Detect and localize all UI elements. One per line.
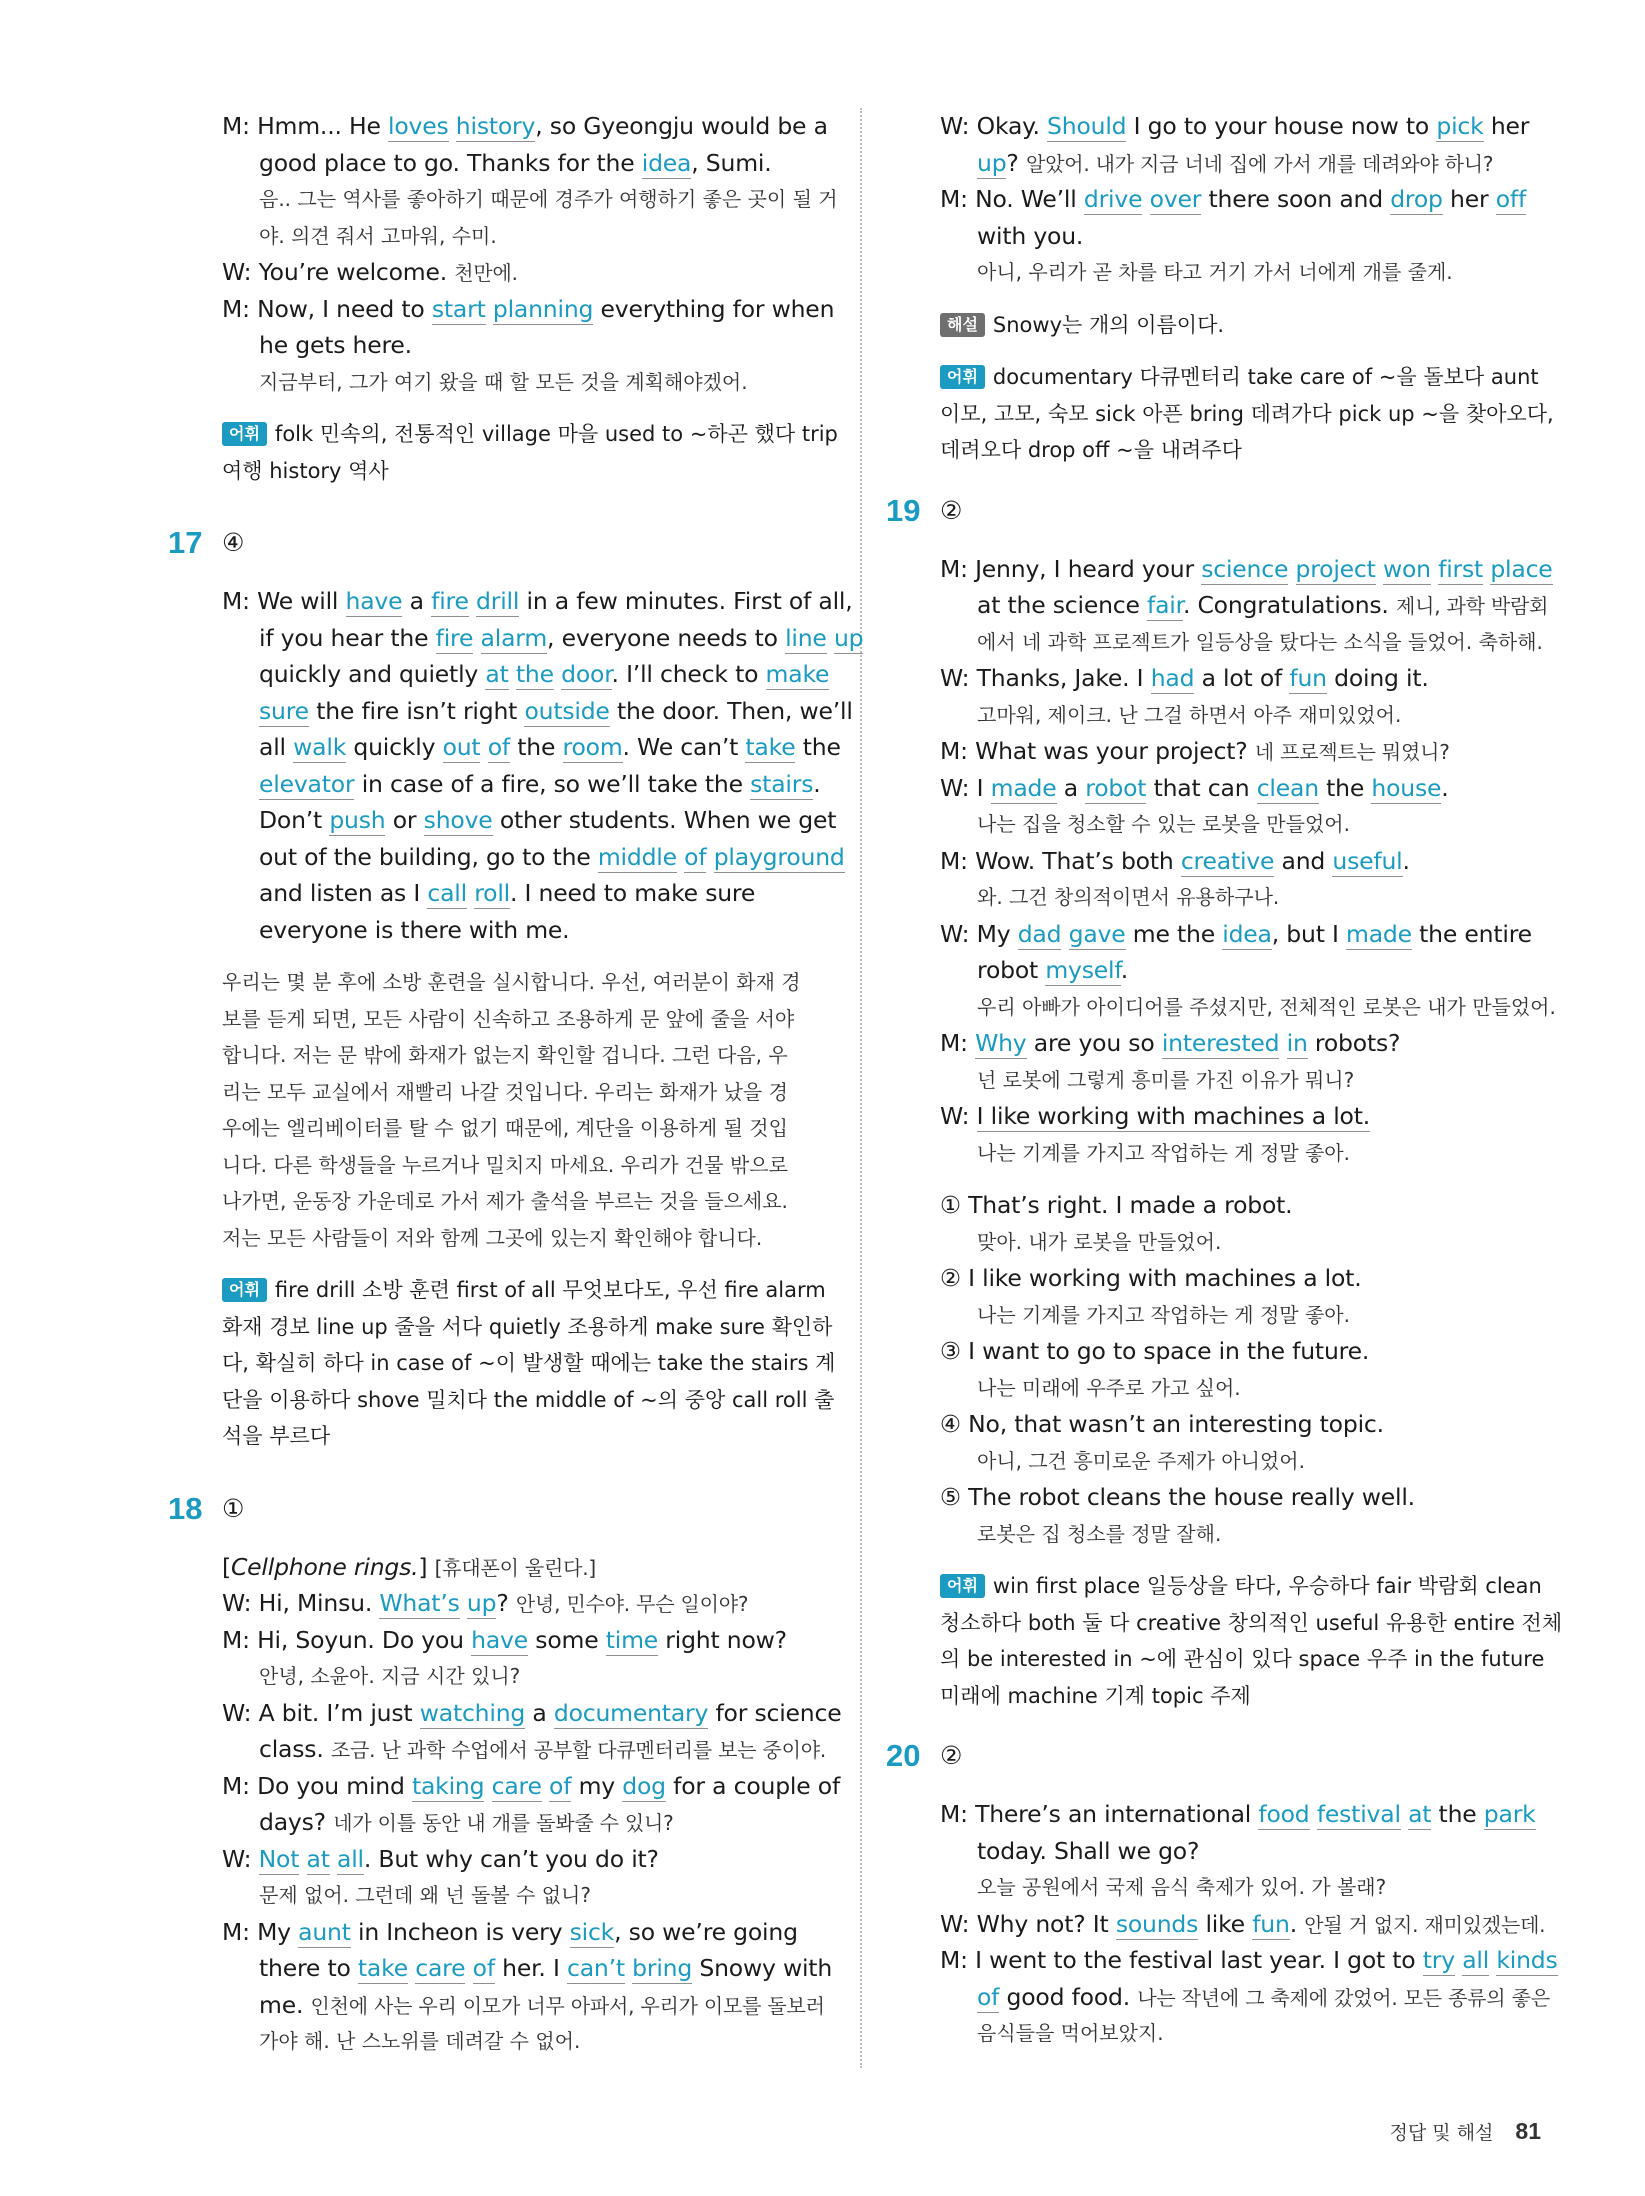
dialogue-line: out of the building, go to the middle of playground: [259, 842, 845, 871]
dialogue-line: W: Not at all. But why can’t you do it?: [222, 1844, 659, 1873]
vocab-line: 어휘 folk 민속의, 전통적인 village 마을 used to ~하곤 했다 trip: [222, 416, 842, 453]
vocab-line: 어휘 documentary 다큐멘터리 take care of ~을 돌보다 aunt: [940, 359, 1560, 396]
translation-line: 아니, 그건 흥미로운 주제가 아니었어.: [977, 1448, 1305, 1473]
dialogue-line: M: Wow. That’s both creative and useful.: [940, 846, 1410, 875]
translation-line: 보를 듣게 되면, 모든 사람이 신속하고 조용하게 문 앞에 줄을 서야: [222, 1006, 795, 1031]
translation-line: 가야 해. 난 스노위를 데려갈 수 없어.: [259, 2029, 581, 2053]
dialogue-line: class. 조금. 난 과학 수업에서 공부할 다큐멘터리를 보는 중이야.: [259, 1735, 827, 1763]
translation-line: 음.. 그는 역사를 좋아하기 때문에 경주가 여행하기 좋은 곳이 될 거: [259, 187, 838, 211]
dialogue-line: [Cellphone rings.] [휴대폰이 울린다.]: [222, 1552, 597, 1581]
dialogue-line: W: Okay. Should I go to your house now to pick her: [940, 112, 1530, 140]
answer-mark: ①: [222, 1493, 245, 1523]
vocab-line: 미래에 machine 기계 topic 주제: [940, 1683, 1251, 1708]
translation-line: 넌 로봇에 그렇게 흥미를 가진 이유가 뭐니?: [977, 1067, 1355, 1092]
translation-line: 리는 모두 교실에서 재빨리 나갈 것입니다. 우리는 화재가 났을 경: [222, 1079, 788, 1104]
vocab-line: 다, 확실히 하다 in case of ~이 발생할 때에는 take the stairs 계: [222, 1351, 836, 1375]
dialogue-line: M: Why are you so interested in robots?: [940, 1029, 1401, 1057]
page-number: 81: [1515, 2118, 1541, 2144]
translation-line: 음식들을 먹어보았지.: [977, 2021, 1164, 2045]
answer-mark: ②: [940, 495, 963, 525]
dialogue-line: W: A bit. I’m just watching a documentary for science: [222, 1698, 842, 1727]
translation-line: 아니, 우리가 곧 차를 타고 거기 가서 너에게 개를 줄게.: [977, 260, 1453, 284]
option-item: ⑤ The robot cleans the house really well.: [940, 1483, 1415, 1511]
dialogue-line: M: Do you mind taking care of my dog for a couple of: [222, 1771, 841, 1800]
vocab-line: 석을 부르다: [222, 1424, 331, 1448]
dialogue-line: W: Hi, Minsu. What’s up? 안녕, 민수야. 무슨 일이야?: [222, 1589, 749, 1617]
dialogue-line: W: My dad gave me the idea, but I made the entire: [940, 919, 1532, 948]
vocab-line: 청소하다 both 둘 다 creative 창의적인 useful 유용한 entire 전체: [940, 1610, 1563, 1635]
dialogue-line: with you.: [977, 221, 1084, 250]
vocab-tag: 어휘: [222, 1278, 267, 1302]
question-header: [168, 1477, 842, 1541]
question-number: 17: [168, 525, 203, 560]
dialogue-line: Don’t push or shove other students. When we get: [259, 806, 837, 834]
dialogue-line: W: Thanks, Jake. I had a lot of fun doing it.: [940, 664, 1429, 692]
dialogue-line: today. Shall we go?: [977, 1836, 1200, 1865]
translation-line: 우에는 엘리베이터를 탈 수 없기 때문에, 계단을 이용하게 될 것입: [222, 1116, 788, 1140]
question-number: 20: [886, 1738, 921, 1773]
column-divider: [860, 108, 862, 2068]
question-number: 19: [886, 492, 921, 528]
dialogue-line: M: What was your project? 네 프로젝트는 뭐였니?: [940, 737, 1450, 765]
option-item: ① That’s right. I made a robot.: [940, 1191, 1293, 1219]
vocab-tag: 어휘: [940, 1574, 985, 1598]
answer-mark: ④: [222, 528, 245, 557]
translation-line: 우리 아빠가 아이디어를 주셨지만, 전체적인 로봇은 내가 만들었어.: [977, 994, 1556, 1019]
dialogue-line: M: My aunt in Incheon is very sick, so we’re going: [222, 1917, 798, 1946]
translation-line: 니다. 다른 학생들을 누르거나 밀치지 마세요. 우리가 건물 밖으로: [222, 1152, 788, 1177]
right-column: [886, 108, 1563, 2052]
translation-line: 나는 기계를 가지고 작업하는 게 정말 좋아.: [977, 1140, 1350, 1165]
dialogue-line: good place to go. Thanks for the idea, Sumi.: [259, 148, 772, 177]
dialogue-line: sure the fire isn’t right outside the door. Then, we’ll: [259, 696, 853, 725]
dialogue-line: me. 인천에 사는 우리 이모가 너무 아파서, 우리가 이모를 돌보러: [259, 1990, 825, 2019]
vocab-line: 데려오다 drop off ~을 내려주다: [940, 438, 1242, 462]
dialogue-line: M: There’s an international food festival at the park: [940, 1800, 1536, 1828]
dialogue-line: W: I like working with machines a lot.: [940, 1102, 1370, 1130]
vocab-line: 단을 이용하다 shove 밀치다 the middle of ~의 중앙 call roll 출: [222, 1387, 835, 1412]
vocab-tag: 어휘: [940, 365, 985, 389]
dialogue-line: up? 알았어. 내가 지금 너네 집에 가서 개를 데려와야 하니?: [977, 148, 1494, 177]
translation-line: 맞아. 내가 로봇을 만들었어.: [977, 1229, 1222, 1254]
answer-mark: ②: [940, 1741, 963, 1770]
hint-line: 해설 Snowy는 개의 이름이다.: [940, 307, 1560, 344]
dialogue-line: M: No. We’ll drive over there soon and drop her off: [940, 185, 1527, 213]
translation-line: 우리는 몇 분 후에 소방 훈련을 실시합니다. 우선, 여러분이 화재 경: [222, 970, 801, 994]
translation-line: 야. 의견 줘서 고마워, 수미.: [259, 223, 497, 248]
translation-line: 나는 미래에 우주로 가고 싶어.: [977, 1375, 1241, 1400]
translation-line: 저는 모든 사람들이 저와 함께 그곳에 있는지 확인해야 합니다.: [222, 1225, 763, 1250]
dialogue-line: at the science fair. Congratulations. 제니, 과학 박람회: [977, 591, 1549, 619]
page-footer: [1390, 2118, 1541, 2145]
translation-line: 에서 네 과학 프로젝트가 일등상을 탔다는 소식을 들었어. 축하해.: [977, 629, 1543, 654]
dialogue-line: M: Now, I need to start planning everything for when: [222, 294, 835, 323]
footer-label: 정답 및 해설: [1389, 2122, 1494, 2144]
dialogue-line: everyone is there with me.: [259, 915, 570, 944]
translation-line: 나는 기계를 가지고 작업하는 게 정말 좋아.: [977, 1302, 1350, 1327]
hint-tag: 해설: [940, 313, 985, 337]
dialogue-line: W: Why not? It sounds like fun. 안될 거 없지. 재미있겠는데.: [940, 1909, 1546, 1938]
translation-line: 지금부터, 그가 여기 왔을 때 할 모든 것을 계획해야겠어.: [259, 369, 748, 394]
question-header: [886, 479, 1560, 543]
translation-line: 와. 그건 창의적이면서 유용하구나.: [977, 885, 1280, 909]
translation-line: 로봇은 집 청소를 정말 잘해.: [977, 1521, 1222, 1546]
translation-line: 나는 집을 청소할 수 있는 로봇을 만들었어.: [977, 812, 1350, 836]
dialogue-line: M: Jenny, I heard your science project won first place: [940, 554, 1553, 583]
question-number: 18: [168, 1490, 203, 1526]
question-header: [168, 511, 842, 575]
vocab-line: 어휘 fire drill 소방 훈련 first of all 무엇보다도, 우선 fire alarm: [222, 1272, 842, 1309]
dialogue-line: if you hear the fire alarm, everyone needs to line up: [259, 623, 864, 652]
dialogue-line: all walk quickly out of the room. We can’t take the: [259, 733, 841, 761]
dialogue-line: robot myself.: [977, 956, 1128, 984]
dialogue-line: W: You’re welcome. 천만에.: [222, 258, 518, 286]
dialogue-line: quickly and quietly at the door. I’ll check to make: [259, 660, 830, 688]
dialogue-line: and listen as I call roll. I need to make sure: [259, 879, 756, 907]
dialogue-line: M: We will have a fire drill in a few minutes. First of all,: [222, 587, 853, 615]
option-item: ④ No, that wasn’t an interesting topic.: [940, 1410, 1384, 1438]
translation-line: 나가면, 운동장 가운데로 가서 제가 출석을 부르는 것을 들으세요.: [222, 1189, 788, 1213]
vocab-line: 의 be interested in ~에 관심이 있다 space 우주 in the future: [940, 1647, 1545, 1671]
vocab-line: 여행 history 역사: [222, 458, 389, 483]
dialogue-line: W: I made a robot that can clean the house.: [940, 773, 1449, 802]
translation-line: 오늘 공원에서 국제 음식 축제가 있어. 가 볼래?: [977, 1875, 1387, 1899]
dialogue-line: there to take care of her. I can’t bring Snowy with: [259, 1954, 833, 1982]
translation-line: 안녕, 소윤아. 지금 시간 있니?: [259, 1664, 521, 1688]
vocab-line: 화재 경보 line up 줄을 서다 quietly 조용하게 make sure 확인하: [222, 1314, 833, 1339]
translation-line: 합니다. 저는 문 밖에 화재가 없는지 확인할 겁니다. 그런 다음, 우: [222, 1043, 788, 1067]
dialogue-line: M: Hi, Soyun. Do you have some time right now?: [222, 1625, 787, 1654]
vocab-tag: 어휘: [222, 422, 267, 446]
translation-line: 고마워, 제이크. 난 그걸 하면서 아주 재미있었어.: [977, 702, 1402, 727]
dialogue-line: M: Hmm... He loves history, so Gyeongju would be a: [222, 112, 828, 140]
dialogue-line: of good food. 나는 작년에 그 축제에 갔었어. 모든 종류의 좋은: [977, 1982, 1550, 2011]
option-item: ② I like working with machines a lot.: [940, 1264, 1362, 1292]
translation-line: 문제 없어. 그런데 왜 넌 돌볼 수 없니?: [259, 1883, 591, 1907]
question-header: [886, 1724, 1560, 1788]
dialogue-line: M: I went to the festival last year. I got to try all kinds: [940, 1946, 1558, 1974]
dialogue-line: he gets here.: [259, 331, 412, 359]
left-column: [168, 108, 864, 2060]
vocab-line: 이모, 고모, 숙모 sick 아픈 bring 데려가다 pick up ~을 찾아오다,: [940, 401, 1554, 426]
dialogue-line: days? 네가 이틀 동안 내 개를 돌봐줄 수 있니?: [259, 1808, 674, 1836]
option-item: ③ I want to go to space in the future.: [940, 1337, 1370, 1365]
dialogue-line: elevator in case of a fire, so we’ll take the stairs.: [259, 769, 821, 798]
vocab-line: 어휘 win first place 일등상을 타다, 우승하다 fair 박람회 clean: [940, 1568, 1560, 1605]
